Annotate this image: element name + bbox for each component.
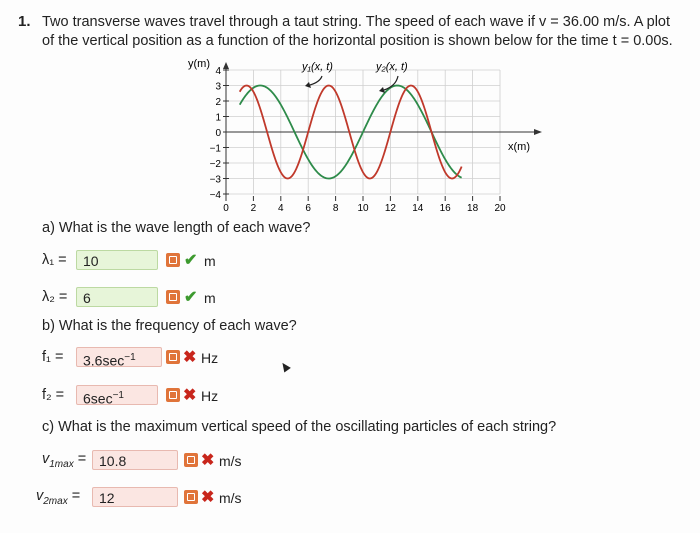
v1-label-sub: 1max xyxy=(49,458,74,470)
v1-input[interactable]: 10.8 xyxy=(92,450,178,470)
lambda2-unit: m xyxy=(204,290,216,306)
lambda2-edit-icon[interactable] xyxy=(166,290,180,304)
f2-exponent: −1 xyxy=(112,390,124,401)
y-tick-label: 0 xyxy=(215,128,221,139)
f1-label: f₁ = xyxy=(42,349,64,365)
lambda2-check-icon: ✔ xyxy=(184,289,198,306)
v1-label: $v_{1max}$ = xyxy=(42,451,87,470)
x-tick-label: 20 xyxy=(494,203,506,214)
question-text: Two transverse waves travel through a taut string. The speed of each wave if v = 36.00 m/s. A plot of the vertical position as a function of the horizontal position is shown below for the time t = 0.00s. xyxy=(42,14,673,49)
f1-edit-icon[interactable] xyxy=(166,350,180,364)
v2-edit-icon[interactable] xyxy=(184,490,198,504)
v2-label: $v_{2max}$ = xyxy=(36,488,81,507)
x-axis-label: x(m) xyxy=(508,141,530,153)
f1-value: 3.6sec xyxy=(83,352,125,369)
v1-edit-icon[interactable] xyxy=(184,453,198,467)
x-tick-label: 14 xyxy=(412,203,424,214)
f2-x-icon: ✖ xyxy=(183,387,197,404)
y-tick-label: 3 xyxy=(215,81,221,93)
x-tick-label: 16 xyxy=(439,203,451,214)
part-b-prompt: b) What is the frequency of each wave? xyxy=(42,318,297,334)
y-tick-label: 2 xyxy=(215,97,221,108)
f2-label: f₂ = xyxy=(42,387,65,403)
y-tick-label: 4 xyxy=(215,66,221,77)
f1-exponent: −1 xyxy=(124,352,136,363)
v2-unit: m/s xyxy=(219,490,242,506)
x-tick-label: 2 xyxy=(250,203,257,214)
lambda2-label: λ₂ = xyxy=(42,289,68,305)
v2-input[interactable]: 12 xyxy=(92,487,178,507)
x-tick-label: 8 xyxy=(332,203,339,214)
part-a-prompt: a) What is the wave length of each wave? xyxy=(42,220,311,236)
wave-graph xyxy=(180,58,550,218)
question-number: 1. xyxy=(18,13,31,30)
v1-unit: m/s xyxy=(219,453,242,469)
lambda1-edit-icon[interactable] xyxy=(166,253,180,267)
y-tick-label: 1 xyxy=(215,112,221,124)
f2-unit: Hz xyxy=(201,388,219,404)
x-tick-label: 4 xyxy=(278,203,284,214)
v2-label-main: v xyxy=(36,488,44,504)
f1-x-icon: ✖ xyxy=(183,349,197,366)
y-tick-label: −3 xyxy=(209,174,221,186)
part-c-prompt: c) What is the maximum vertical speed of the oscillating particles of each string? xyxy=(42,419,557,435)
lambda2-input[interactable]: 6 xyxy=(76,287,158,307)
lambda1-unit: m xyxy=(204,253,216,269)
x-tick-label: 18 xyxy=(467,203,479,214)
x-tick-label: 6 xyxy=(305,203,311,214)
lambda1-label: λ₁ = xyxy=(42,252,67,268)
y-tick-label: −1 xyxy=(209,143,221,155)
v2-label-sub: 2max xyxy=(43,495,68,507)
f2-edit-icon[interactable] xyxy=(166,388,180,402)
mouse-cursor-icon xyxy=(279,361,291,373)
x-tick-label: 12 xyxy=(384,203,396,214)
v1-x-icon: ✖ xyxy=(201,452,215,469)
lambda1-input[interactable]: 10 xyxy=(76,250,158,270)
y1-pointer-arrow xyxy=(310,76,322,85)
v2-x-icon: ✖ xyxy=(201,489,215,506)
f1-unit: Hz xyxy=(201,350,219,366)
v1-label-main: v xyxy=(42,451,50,467)
y-tick-label: −4 xyxy=(209,190,221,201)
x-axis-arrow xyxy=(534,129,542,135)
x-tick-label: 0 xyxy=(223,203,229,214)
y-axis-label: y(m) xyxy=(188,58,210,70)
lambda1-check-icon: ✔ xyxy=(184,252,198,269)
f1-input[interactable] xyxy=(76,347,162,367)
y-tick-label: −2 xyxy=(209,159,221,170)
x-tick-labels xyxy=(223,196,506,214)
f2-input[interactable] xyxy=(76,385,158,405)
y-axis-arrow xyxy=(223,62,229,69)
f2-value: 6sec xyxy=(83,390,113,407)
series-y1-label: y₁(x, t) xyxy=(302,61,333,73)
x-tick-label: 10 xyxy=(357,203,369,214)
series-y2-label: y₂(x, t) xyxy=(376,61,408,73)
